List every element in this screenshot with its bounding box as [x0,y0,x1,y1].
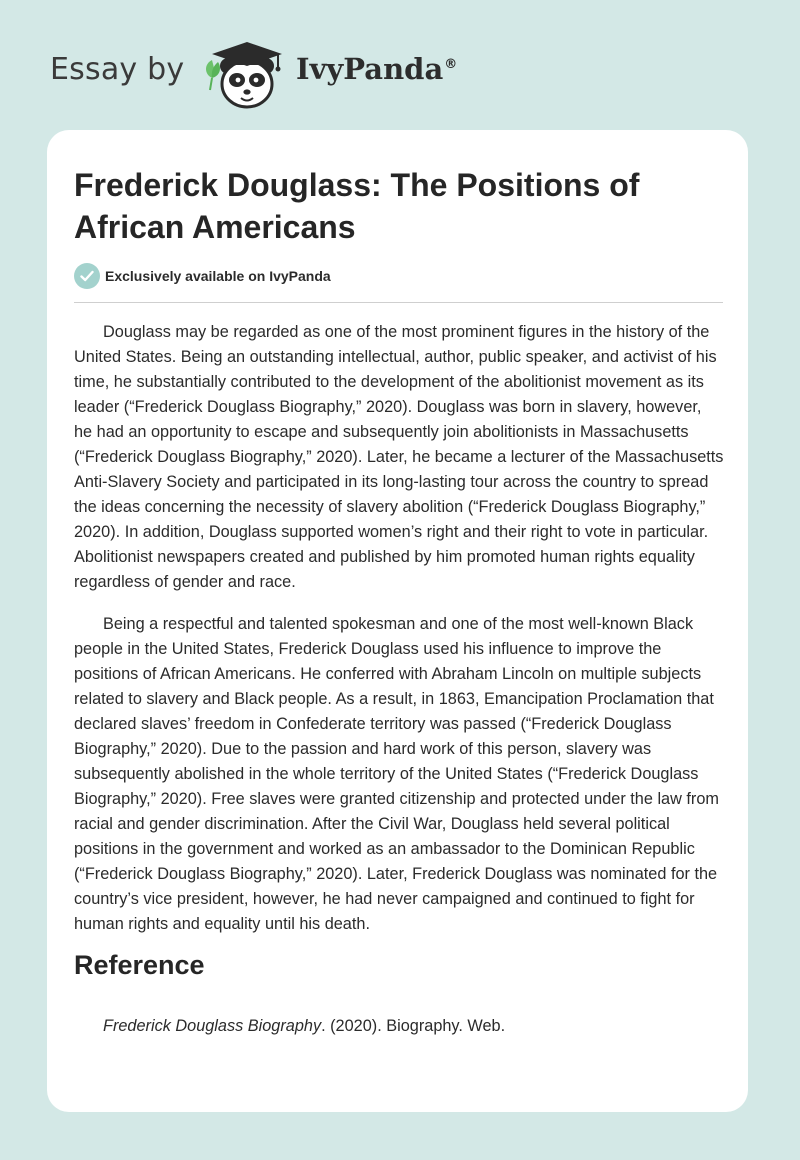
essay-body [74,320,724,954]
site-brand[interactable] [50,38,470,110]
body-paragraph: Douglass may be regarded as one of the most prominent figures in the history of the United States. Being an outstanding intellectual, author, public speaker, and activist of his time, he substantially contributed to the development of the abolitionist movement as its leader (“Frederick Douglass Biography,” 2020). Douglass was born in slavery, however, he had an opportunity to escape and subsequently join abolitionists in Massachusetts (“Frederick Douglass Biography,” 2020). Later, he became a lecturer of the Massachusetts Anti-Slavery Society and participated in its long-lasting tour across the country to spread the ideas concerning the necessity of slavery abolition (“Frederick Douglass Biography,” 2020). In addition, Douglass supported women’s right and their right to vote in particular. Abolitionist newspapers created and published by him promoted human rights equality regardless of gender and race. [74,323,724,591]
brand-name: IvyPanda® [296,52,458,86]
exclusive-label: Exclusively available on IvyPanda [105,268,331,284]
brand-prefix: Essay by [50,52,185,87]
reference-title: Frederick Douglass Biography [103,1017,322,1035]
page-title: Frederick Douglass: The Positions of African Americans [74,167,640,245]
check-circle-icon [74,263,100,289]
exclusive-badge [74,263,331,289]
registered-mark: ® [444,57,458,73]
body-paragraph: Being a respectful and talented spokesman and one of the most well-known Black people in the United States, Frederick Douglass used his influence to improve the positions of African Americans. He conferred with Abraham Lincoln on multiple subjects related to slavery and Black people. As a result, in 1863, Emancipation Proclamation that declared slaves’ freedom in Confederate territory was passed (“Frederick Douglass Biography,” 2020). Due to the passion and hard work of this person, slavery was subsequently abolished in the whole territory of the United States (“Frederick Douglass Biography,” 2020). Free slaves were granted citizenship and protected under the law from racial and gender discrimination. After the Civil War, Douglass held several political positions in the government and worked as an ambassador to the Dominican Republic (“Frederick Douglass Biography,” 2020). Later, Frederick Douglass was nominated for the country’s vice president, however, he had never campaigned and continued to fight for human rights and equality until his death. [74,615,719,933]
reference-details: . (2020). Biography. Web. [321,1017,506,1035]
reference-entry [103,1014,505,1039]
reference-heading: Reference [74,950,205,980]
panda-graduate-icon [200,38,292,110]
essay-card [47,130,748,1112]
divider [74,302,723,303]
